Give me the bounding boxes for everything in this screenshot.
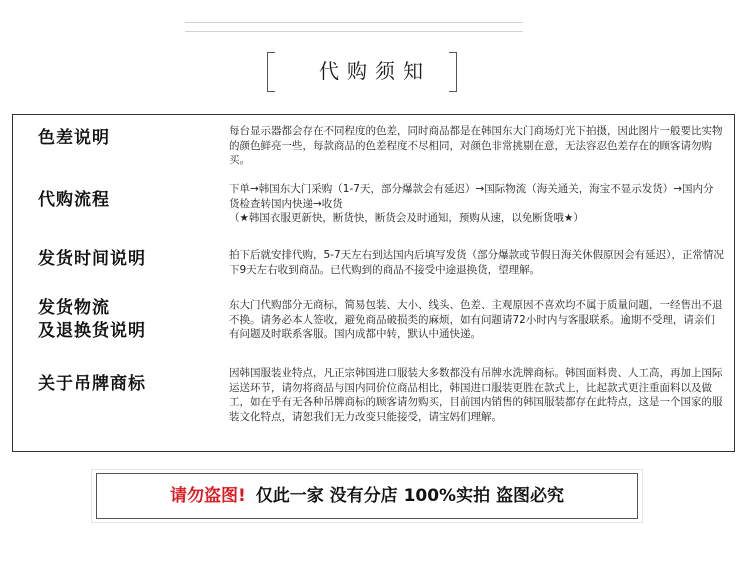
banner bbox=[97, 485, 637, 507]
top-divider bbox=[185, 22, 523, 23]
top-divider-2 bbox=[185, 31, 523, 32]
page-title: 代购须知 bbox=[319, 59, 431, 83]
section-body: 拍下后就安排代购，5-7天左右到达国内后填写发货（部分爆款或节假日海关休假原因会有延迟），正常情况下9天左右收到商品。已代购到的商品不接受中途退换货，望理解。 bbox=[229, 249, 724, 276]
section-label: 发货时间说明 bbox=[38, 249, 146, 269]
section-label: 色差说明 bbox=[38, 128, 110, 148]
section-body bbox=[229, 182, 724, 226]
banner-warning: 请勿盗图! bbox=[169, 486, 246, 506]
section-label bbox=[38, 297, 146, 343]
section-body: 每台显示器都会存在不同程度的色差，同时商品都是在韩国东大门商场灯光下拍摄，因此图片一般要比实物的颜色鲜亮一些，每款商品的色差程度不尽相同，对颜色非常挑剔在意，无法容忍色差存在的顾客请勿购买。 bbox=[229, 125, 723, 166]
section-label: 关于吊牌商标 bbox=[38, 374, 146, 394]
banner-slogan: 仅此一家 没有分店 100%实拍 盗图必究 bbox=[255, 486, 565, 506]
section-body-text: 下单→韩国东大门采购（1-7天，部分爆款会有延迟）→国际物流（海关通关，海宝不显示发货）→国内分货检查转国内快递→收货 （★韩国衣服更新快，断货快，断货会及时通知，预购从速，以免断货哦★） bbox=[229, 183, 714, 224]
section-body: 东大门代购部分无商标，简易包装、大小、线头、色差、主观原因不喜欢均不属于质量问题，一经售出不退不换。请务必本人签收，避免商品破损类的麻烦，如有问题请72小时内与客服联系。逾期不受理，请亲们有问题及时联系客服。国内成都中转，默认中通快递。 bbox=[229, 299, 723, 340]
section-label-text: 发货物流 及退换货说明 bbox=[38, 298, 146, 341]
section-label: 代购流程 bbox=[38, 190, 110, 210]
banner-box bbox=[96, 473, 638, 519]
notice-box bbox=[12, 114, 735, 452]
section-body: 因韩国服装业特点，凡正宗韩国进口服装大多数都没有吊牌水洗牌商标。韩国面料贵、人工高，再加上国际运送环节，请勿将商品与国内同价位商品相比，韩国进口服装更胜在款式上，比起款式更注重面料以及做工，如在乎有无各种吊牌商标的顾客请勿购买，目前国内销售的韩国服装都存在此特点，这是一个国家的服装文化特点，请恕我们无力改变只能接受，请宝妈们理解。 bbox=[229, 367, 723, 423]
